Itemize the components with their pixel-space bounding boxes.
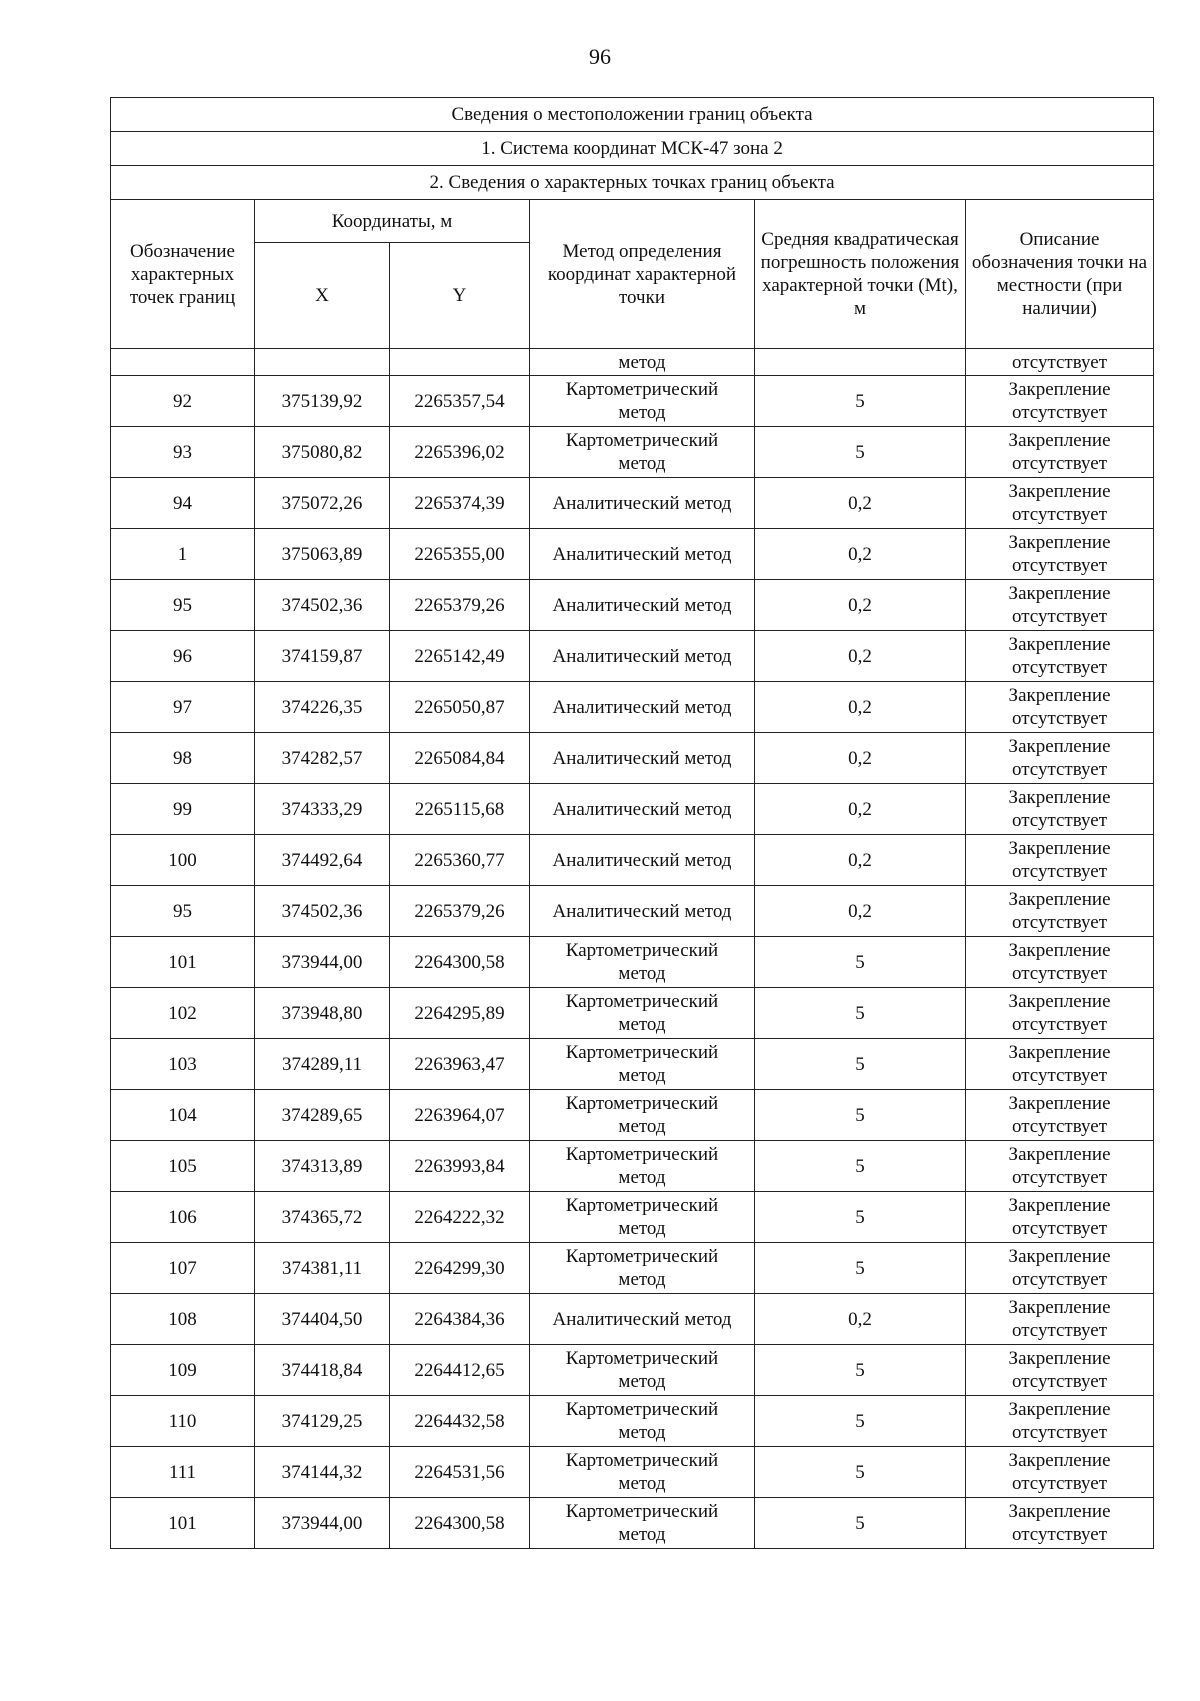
cell-point: 94 <box>111 478 255 529</box>
cell-description-line-1: Закрепление <box>1008 991 1111 1012</box>
cell-point: 100 <box>111 835 255 886</box>
cell-method-line-1: Аналитический метод <box>552 1308 732 1330</box>
cell-method-line-2: метод <box>618 1269 666 1290</box>
cell-description-line-1: Закрепление <box>1008 430 1111 451</box>
cell-description <box>966 376 1154 427</box>
cell-description-line-1: Закрепление <box>1008 583 1111 604</box>
cell-description-line-2: отсутствует <box>1012 810 1108 831</box>
cell-y: 2263964,07 <box>390 1090 530 1141</box>
cell-method-line-2: метод <box>618 1014 666 1035</box>
cell-y: 2264295,89 <box>390 988 530 1039</box>
cell-y: 2264432,58 <box>390 1396 530 1447</box>
table-row <box>111 1396 1154 1447</box>
cell-y <box>390 349 530 376</box>
cell-method <box>530 682 755 733</box>
cell-description <box>966 1090 1154 1141</box>
cell-description-line-1: Закрепление <box>1008 1450 1111 1471</box>
section-title: 2. Сведения о характерных точках границ объекта <box>111 166 1154 200</box>
cell-description <box>966 1243 1154 1294</box>
col-header-description: Описание обозначения точки на местности (при наличии) <box>966 200 1154 349</box>
cell-x: 373944,00 <box>255 1498 390 1549</box>
cell-error: 0,2 <box>755 529 966 580</box>
cell-error: 0,2 <box>755 631 966 682</box>
cell-error: 5 <box>755 1498 966 1549</box>
cell-error: 0,2 <box>755 835 966 886</box>
cell-method <box>530 1345 755 1396</box>
cell-method-line-1: Картометрический <box>565 940 719 961</box>
table-row <box>111 1294 1154 1345</box>
cell-description-line-1: Закрепление <box>1008 634 1111 655</box>
cell-description-line-2: отсутствует <box>1012 1167 1108 1188</box>
cell-description-line-1: Закрепление <box>1008 1093 1111 1114</box>
cell-description <box>966 784 1154 835</box>
cell-x: 374313,89 <box>255 1141 390 1192</box>
cell-x: 374365,72 <box>255 1192 390 1243</box>
cell-description-line-1: Закрепление <box>1008 1348 1111 1369</box>
cell-method <box>530 1243 755 1294</box>
cell-description-line-1: Закрепление <box>1008 787 1111 808</box>
cell-x: 374492,64 <box>255 835 390 886</box>
cell-description-line-1: Закрепление <box>1008 736 1111 757</box>
cell-description-line-1: Закрепление <box>1008 1501 1111 1522</box>
cell-point: 107 <box>111 1243 255 1294</box>
cell-y: 2263993,84 <box>390 1141 530 1192</box>
cell-description-line-2: отсутствует <box>1012 606 1108 627</box>
cell-method-line-1: Картометрический <box>565 991 719 1012</box>
cell-error: 5 <box>755 1345 966 1396</box>
cell-x <box>255 349 390 376</box>
cell-description <box>966 529 1154 580</box>
table-row <box>111 1498 1154 1549</box>
cell-method-line-2: метод <box>618 453 666 474</box>
cell-point: 109 <box>111 1345 255 1396</box>
cell-x: 374289,65 <box>255 1090 390 1141</box>
cell-method <box>530 427 755 478</box>
cell-description-line-1: Закрепление <box>1008 1246 1111 1267</box>
cell-error: 5 <box>755 1039 966 1090</box>
cell-error: 5 <box>755 1396 966 1447</box>
table-row <box>111 937 1154 988</box>
cell-method-line-2: метод <box>618 963 666 984</box>
cell-description <box>966 988 1154 1039</box>
table-row <box>111 1141 1154 1192</box>
cell-description <box>966 835 1154 886</box>
cell-x: 374404,50 <box>255 1294 390 1345</box>
cell-x: 374333,29 <box>255 784 390 835</box>
cell-method <box>530 1498 755 1549</box>
cell-point: 96 <box>111 631 255 682</box>
cell-description <box>966 1039 1154 1090</box>
col-header-error: Средняя квадратическая погрешность положения характерной точки (Mt), м <box>755 200 966 349</box>
cell-error: 0,2 <box>755 682 966 733</box>
cell-method-line-1: Аналитический метод <box>552 645 732 667</box>
cell-method: метод <box>530 349 755 376</box>
cell-y: 2265396,02 <box>390 427 530 478</box>
cell-method-line-1: Аналитический метод <box>552 798 732 820</box>
cell-description-line-2: отсутствует <box>1012 402 1108 423</box>
cell-method <box>530 784 755 835</box>
cell-error: 0,2 <box>755 478 966 529</box>
cell-method <box>530 1396 755 1447</box>
table-row <box>111 886 1154 937</box>
cell-point: 95 <box>111 580 255 631</box>
cell-error: 5 <box>755 376 966 427</box>
cell-method-line-2: метод <box>618 1065 666 1086</box>
cell-method-line-1: Аналитический метод <box>552 492 732 514</box>
cell-method <box>530 1039 755 1090</box>
table-row <box>111 835 1154 886</box>
cell-point: 105 <box>111 1141 255 1192</box>
cell-error: 5 <box>755 1090 966 1141</box>
cell-description <box>966 631 1154 682</box>
cell-method-line-2: метод <box>618 1218 666 1239</box>
cell-method-line-1: Аналитический метод <box>552 747 732 769</box>
cell-description <box>966 478 1154 529</box>
cell-y: 2264300,58 <box>390 937 530 988</box>
cell-x: 374289,11 <box>255 1039 390 1090</box>
cell-error: 5 <box>755 1141 966 1192</box>
cell-description <box>966 937 1154 988</box>
col-header-method: Метод определения координат характерной точки <box>530 200 755 349</box>
table-row <box>111 1243 1154 1294</box>
cell-method-line-1: Картометрический <box>565 1450 719 1471</box>
cell-point: 106 <box>111 1192 255 1243</box>
cell-y: 2264300,58 <box>390 1498 530 1549</box>
cell-description <box>966 1396 1154 1447</box>
cell-description-line-2: отсутствует <box>1012 1218 1108 1239</box>
cell-error: 5 <box>755 1447 966 1498</box>
cell-description-line-2: отсутствует <box>1012 555 1108 576</box>
cell-description <box>966 886 1154 937</box>
cell-description <box>966 1192 1154 1243</box>
cell-method <box>530 1141 755 1192</box>
cell-method-line-1: Картометрический <box>565 1093 719 1114</box>
cell-y: 2265115,68 <box>390 784 530 835</box>
cell-description <box>966 1498 1154 1549</box>
cell-description-line-2: отсутствует <box>1012 1065 1108 1086</box>
cell-point: 98 <box>111 733 255 784</box>
cell-method-line-2: метод <box>618 402 666 423</box>
col-header-x: X <box>255 243 390 349</box>
cell-method-line-2: метод <box>618 1524 666 1545</box>
table-row <box>111 580 1154 631</box>
cell-y: 2265357,54 <box>390 376 530 427</box>
cell-method-line-1: Картометрический <box>565 1144 719 1165</box>
cell-description-line-2: отсутствует <box>1012 657 1108 678</box>
cell-method-line-2: метод <box>618 1422 666 1443</box>
cell-description-line-1: Закрепление <box>1008 1144 1111 1165</box>
cell-point: 110 <box>111 1396 255 1447</box>
cell-error: 0,2 <box>755 784 966 835</box>
cell-x: 374418,84 <box>255 1345 390 1396</box>
cell-description <box>966 1345 1154 1396</box>
cell-method-line-2: метод <box>618 1167 666 1188</box>
cell-method-line-1: Аналитический метод <box>552 900 732 922</box>
cell-description <box>966 1141 1154 1192</box>
cell-method-line-2: метод <box>618 1473 666 1494</box>
cell-point: 92 <box>111 376 255 427</box>
cell-y: 2265084,84 <box>390 733 530 784</box>
cell-method-line-2: метод <box>618 1371 666 1392</box>
cell-y: 2265355,00 <box>390 529 530 580</box>
cell-description-line-2: отсутствует <box>1012 912 1108 933</box>
cell-description-line-2: отсутствует <box>1012 1320 1108 1341</box>
cell-description-line-1: Закрепление <box>1008 940 1111 961</box>
table-row <box>111 733 1154 784</box>
cell-method-line-1: Аналитический метод <box>552 849 732 871</box>
cell-x: 374226,35 <box>255 682 390 733</box>
cell-description-line-1: Закрепление <box>1008 481 1111 502</box>
cell-description-line-1: Закрепление <box>1008 532 1111 553</box>
cell-method-line-1: Аналитический метод <box>552 543 732 565</box>
cell-point: 95 <box>111 886 255 937</box>
cell-description-line-1: Закрепление <box>1008 889 1111 910</box>
cell-x: 374159,87 <box>255 631 390 682</box>
cell-x: 374381,11 <box>255 1243 390 1294</box>
cell-description-line-2: отсутствует <box>1012 861 1108 882</box>
cell-description <box>966 682 1154 733</box>
cell-y: 2265142,49 <box>390 631 530 682</box>
cell-description-line-2: отсутствует <box>1012 963 1108 984</box>
table-row <box>111 988 1154 1039</box>
continuation-row <box>111 349 1154 376</box>
cell-point: 93 <box>111 427 255 478</box>
cell-y: 2265050,87 <box>390 682 530 733</box>
cell-description-line-1: Закрепление <box>1008 838 1111 859</box>
cell-y: 2264222,32 <box>390 1192 530 1243</box>
table-row <box>111 529 1154 580</box>
cell-point: 101 <box>111 1498 255 1549</box>
cell-method <box>530 988 755 1039</box>
cell-point: 104 <box>111 1090 255 1141</box>
cell-method <box>530 937 755 988</box>
cell-method-line-1: Картометрический <box>565 1348 719 1369</box>
cell-method <box>530 376 755 427</box>
cell-point: 99 <box>111 784 255 835</box>
cell-method <box>530 1294 755 1345</box>
cell-error: 5 <box>755 988 966 1039</box>
cell-description-line-2: отсутствует <box>1012 708 1108 729</box>
page-number: 96 <box>589 44 611 69</box>
table-row <box>111 1090 1154 1141</box>
table-title: Сведения о местоположении границ объекта <box>111 98 1154 132</box>
cell-method <box>530 1447 755 1498</box>
cell-description-line-1: Закрепление <box>1008 1195 1111 1216</box>
cell-x: 374129,25 <box>255 1396 390 1447</box>
cell-point <box>111 349 255 376</box>
cell-x: 373944,00 <box>255 937 390 988</box>
cell-description-line-2: отсутствует <box>1012 1269 1108 1290</box>
cell-method <box>530 886 755 937</box>
cell-description-line-1: Закрепление <box>1008 1042 1111 1063</box>
cell-method <box>530 529 755 580</box>
cell-method-line-1: Аналитический метод <box>552 696 732 718</box>
cell-y: 2264299,30 <box>390 1243 530 1294</box>
cell-x: 373948,80 <box>255 988 390 1039</box>
col-header-y: Y <box>390 243 530 349</box>
cell-y: 2264531,56 <box>390 1447 530 1498</box>
cell-point: 1 <box>111 529 255 580</box>
table-row <box>111 1447 1154 1498</box>
cell-method-line-1: Картометрический <box>565 379 719 400</box>
col-header-point: Обозначение характерных точек границ <box>111 200 255 349</box>
cell-method-line-1: Картометрический <box>565 1501 719 1522</box>
cell-error: 0,2 <box>755 580 966 631</box>
cell-x: 375072,26 <box>255 478 390 529</box>
cell-description <box>966 1447 1154 1498</box>
cell-y: 2264384,36 <box>390 1294 530 1345</box>
cell-method-line-1: Аналитический метод <box>552 594 732 616</box>
cell-y: 2265379,26 <box>390 886 530 937</box>
table-row <box>111 376 1154 427</box>
cell-point: 101 <box>111 937 255 988</box>
table-row <box>111 1192 1154 1243</box>
cell-x: 375063,89 <box>255 529 390 580</box>
cell-method-line-1: Картометрический <box>565 430 719 451</box>
table-row <box>111 682 1154 733</box>
cell-point: 111 <box>111 1447 255 1498</box>
table-row <box>111 631 1154 682</box>
cell-description-line-2: отсутствует <box>1012 1116 1108 1137</box>
cell-y: 2265379,26 <box>390 580 530 631</box>
cell-method <box>530 835 755 886</box>
cell-method-line-1: Картометрический <box>565 1399 719 1420</box>
cell-description-line-1: Закрепление <box>1008 379 1111 400</box>
cell-x: 374282,57 <box>255 733 390 784</box>
cell-error <box>755 349 966 376</box>
cell-description-line-1: Закрепление <box>1008 1297 1111 1318</box>
cell-y: 2265374,39 <box>390 478 530 529</box>
cell-description-line-2: отсутствует <box>1012 759 1108 780</box>
cell-y: 2265360,77 <box>390 835 530 886</box>
cell-error: 5 <box>755 937 966 988</box>
cell-point: 108 <box>111 1294 255 1345</box>
table-row <box>111 1345 1154 1396</box>
cell-method <box>530 478 755 529</box>
cell-method <box>530 631 755 682</box>
cell-y: 2263963,47 <box>390 1039 530 1090</box>
table-row <box>111 427 1154 478</box>
cell-description <box>966 580 1154 631</box>
cell-method <box>530 580 755 631</box>
cell-error: 0,2 <box>755 886 966 937</box>
cell-error: 0,2 <box>755 1294 966 1345</box>
cell-description <box>966 733 1154 784</box>
cell-description-line-2: отсутствует <box>1012 1524 1108 1545</box>
cell-error: 0,2 <box>755 733 966 784</box>
cell-x: 374144,32 <box>255 1447 390 1498</box>
cell-description-line-2: отсутствует <box>1012 1014 1108 1035</box>
col-header-coords: Координаты, м <box>255 200 530 243</box>
cell-method <box>530 1090 755 1141</box>
table-row <box>111 478 1154 529</box>
cell-description-line-2: отсутствует <box>1012 1422 1108 1443</box>
cell-point: 103 <box>111 1039 255 1090</box>
cell-description-line-1: Закрепление <box>1008 1399 1111 1420</box>
cell-error: 5 <box>755 427 966 478</box>
cell-method <box>530 1192 755 1243</box>
cell-point: 97 <box>111 682 255 733</box>
cell-point: 102 <box>111 988 255 1039</box>
cell-description-line-2: отсутствует <box>1012 453 1108 474</box>
boundary-points-table <box>110 97 1154 1549</box>
cell-error: 5 <box>755 1192 966 1243</box>
cell-x: 375139,92 <box>255 376 390 427</box>
cell-description-line-2: отсутствует <box>1012 1473 1108 1494</box>
cell-x: 375080,82 <box>255 427 390 478</box>
cell-x: 374502,36 <box>255 886 390 937</box>
cell-method-line-1: Картометрический <box>565 1042 719 1063</box>
cell-description <box>966 427 1154 478</box>
cell-method-line-2: метод <box>618 1116 666 1137</box>
cell-y: 2264412,65 <box>390 1345 530 1396</box>
table-row <box>111 784 1154 835</box>
coordinate-system: 1. Система координат МСК-47 зона 2 <box>111 132 1154 166</box>
cell-description <box>966 1294 1154 1345</box>
cell-method-line-1: Картометрический <box>565 1246 719 1267</box>
cell-x: 374502,36 <box>255 580 390 631</box>
table-row <box>111 1039 1154 1090</box>
cell-description-line-1: Закрепление <box>1008 685 1111 706</box>
cell-method-line-1: Картометрический <box>565 1195 719 1216</box>
cell-error: 5 <box>755 1243 966 1294</box>
cell-method <box>530 733 755 784</box>
cell-description-line-2: отсутствует <box>1012 504 1108 525</box>
cell-description: отсутствует <box>966 349 1154 376</box>
cell-description-line-2: отсутствует <box>1012 1371 1108 1392</box>
